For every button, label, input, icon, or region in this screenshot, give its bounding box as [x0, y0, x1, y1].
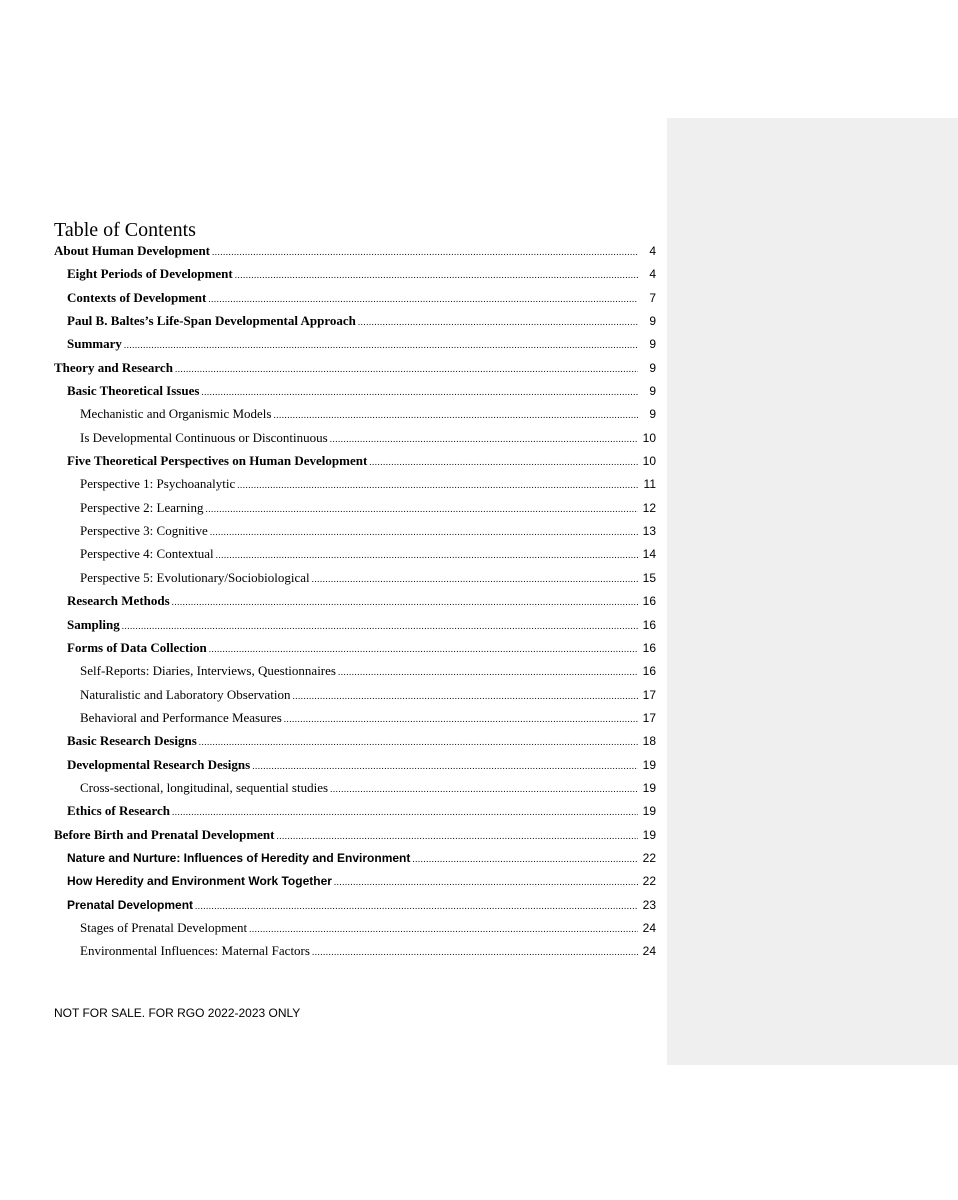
- toc-page-number: 14: [642, 547, 656, 562]
- toc-entry-label: How Heredity and Environment Work Together: [67, 874, 332, 889]
- toc-page-number: 16: [642, 640, 656, 655]
- toc-entry-label: About Human Development: [54, 243, 211, 258]
- toc-entry[interactable]: [54, 617, 656, 640]
- toc-entry[interactable]: [54, 290, 656, 313]
- toc-entry-label: Behavioral and Performance Measures: [80, 709, 282, 725]
- toc-page-number: 9: [649, 314, 656, 329]
- toc-entry-label: Perspective 3: Cognitive: [80, 523, 208, 539]
- toc-page-number: 4: [649, 244, 656, 258]
- toc-page-number: 19: [642, 757, 656, 772]
- toc-entry[interactable]: [54, 827, 656, 850]
- toc-page-number: 19: [642, 804, 656, 819]
- toc-page-number: 17: [642, 710, 656, 725]
- toc-dot-leader: [210, 523, 638, 539]
- toc-page-number: 7: [649, 290, 656, 305]
- toc-entry-label: Five Theoretical Perspectives on Human Development: [67, 453, 368, 469]
- toc-entry[interactable]: [54, 710, 656, 733]
- toc-title: Table of Contents: [54, 219, 196, 241]
- toc-page-number: 18: [642, 734, 656, 749]
- toc-page-number: 4: [649, 267, 656, 282]
- toc-entry[interactable]: [54, 523, 656, 546]
- toc-entry-label: Developmental Research Designs: [67, 756, 251, 772]
- toc-entry-label: Is Developmental Continuous or Discontinuous: [80, 429, 328, 445]
- toc-page-number: 22: [642, 874, 656, 889]
- toc-entry[interactable]: [54, 803, 656, 826]
- toc-page-number: 13: [642, 524, 656, 539]
- toc-entry-label: Cross-sectional, longitudinal, sequential studies: [80, 779, 329, 795]
- toc-page-number: 23: [642, 897, 656, 912]
- toc-page-number: 9: [649, 384, 656, 399]
- toc-page-number: 16: [642, 594, 656, 609]
- toc-page-number: 12: [642, 500, 656, 515]
- toc-entry[interactable]: [54, 500, 656, 523]
- toc-entry-label: Naturalistic and Laboratory Observation: [80, 686, 291, 702]
- toc-entry[interactable]: [54, 850, 656, 873]
- toc-dot-leader: [284, 710, 638, 726]
- toc-dot-leader: [330, 780, 638, 796]
- toc-dot-leader: [334, 873, 638, 889]
- toc-page-number: 19: [642, 780, 656, 795]
- toc-page-number: 24: [642, 944, 656, 959]
- toc-page-number: 10: [642, 454, 656, 469]
- toc-dot-leader: [175, 360, 638, 376]
- toc-dot-leader: [237, 476, 638, 492]
- toc-entry[interactable]: [54, 266, 656, 289]
- toc-entry[interactable]: [54, 593, 656, 616]
- toc-page-number: 9: [649, 360, 656, 375]
- toc-dot-leader: [195, 897, 638, 913]
- toc-entry-label: Research Methods: [67, 593, 170, 609]
- toc-dot-leader: [312, 943, 638, 959]
- toc-entry[interactable]: [54, 336, 656, 359]
- toc-list: [54, 243, 656, 967]
- toc-dot-leader: [292, 687, 638, 703]
- toc-entry[interactable]: [54, 476, 656, 499]
- toc-page-number: 22: [642, 850, 656, 865]
- toc-entry-label: Forms of Data Collection: [67, 639, 207, 655]
- toc-entry-label: Perspective 2: Learning: [80, 499, 204, 515]
- toc-dot-leader: [277, 827, 639, 843]
- toc-dot-leader: [312, 570, 638, 586]
- toc-entry[interactable]: [54, 757, 656, 780]
- toc-page-number: 17: [642, 687, 656, 702]
- toc-entry-label: Paul B. Baltes’s Life-Span Developmental Approach: [67, 313, 356, 329]
- toc-page-number: 9: [649, 407, 656, 422]
- toc-page-number: 9: [649, 337, 656, 352]
- toc-dot-leader: [208, 290, 638, 306]
- table-of-contents: [54, 219, 656, 967]
- toc-entry[interactable]: [54, 873, 656, 896]
- toc-dot-leader: [201, 383, 638, 399]
- toc-page-number: 24: [642, 920, 656, 935]
- toc-entry-label: Mechanistic and Organismic Models: [80, 406, 272, 422]
- toc-dot-leader: [235, 266, 638, 282]
- toc-dot-leader: [338, 663, 638, 679]
- toc-entry[interactable]: [54, 570, 656, 593]
- toc-entry[interactable]: [54, 430, 656, 453]
- toc-dot-leader: [205, 500, 638, 516]
- toc-entry-label: Before Birth and Prenatal Development: [54, 826, 275, 842]
- toc-entry-label: Environmental Influences: Maternal Factors: [80, 943, 310, 959]
- toc-page-number: 19: [642, 827, 656, 842]
- toc-entry[interactable]: [54, 733, 656, 756]
- footer-notice: NOT FOR SALE. FOR RGO 2022-2023 ONLY: [54, 1006, 301, 1020]
- toc-entry-label: Summary: [67, 336, 122, 352]
- toc-entry-label: Prenatal Development: [67, 897, 194, 912]
- toc-dot-leader: [252, 757, 638, 773]
- toc-entry[interactable]: [54, 780, 656, 803]
- toc-dot-leader: [209, 640, 638, 656]
- toc-dot-leader: [124, 336, 638, 352]
- toc-entry[interactable]: [54, 453, 656, 476]
- toc-dot-leader: [122, 617, 638, 633]
- toc-dot-leader: [172, 803, 638, 819]
- toc-entry[interactable]: [54, 243, 656, 266]
- toc-entry-label: Contexts of Development: [67, 289, 207, 305]
- toc-entry-label: Self-Reports: Diaries, Interviews, Questionnaires: [80, 663, 336, 679]
- toc-entry-label: Basic Research Designs: [67, 733, 197, 749]
- toc-entry[interactable]: [54, 897, 656, 920]
- toc-page-number: 11: [643, 477, 656, 492]
- toc-entry-label: Stages of Prenatal Development: [80, 919, 248, 935]
- toc-entry[interactable]: [54, 313, 656, 336]
- toc-entry[interactable]: [54, 920, 656, 943]
- toc-dot-leader: [212, 243, 638, 259]
- toc-dot-leader: [199, 733, 638, 749]
- toc-entry[interactable]: [54, 546, 656, 569]
- toc-dot-leader: [330, 430, 638, 446]
- toc-dot-leader: [249, 920, 638, 936]
- toc-entry-label: Theory and Research: [54, 359, 173, 375]
- toc-dot-leader: [172, 593, 638, 609]
- toc-entry-label: Perspective 4: Contextual: [80, 546, 214, 562]
- toc-page-number: 15: [642, 570, 656, 585]
- toc-entry[interactable]: [54, 943, 656, 966]
- toc-dot-leader: [358, 313, 638, 329]
- toc-page-number: 10: [642, 430, 656, 445]
- toc-entry[interactable]: [54, 663, 656, 686]
- toc-entry-label: Ethics of Research: [67, 803, 171, 819]
- toc-entry-label: Nature and Nurture: Influences of Heredity and Environment: [67, 850, 411, 865]
- toc-entry[interactable]: [54, 687, 656, 710]
- toc-dot-leader: [369, 453, 638, 469]
- toc-entry[interactable]: [54, 406, 656, 429]
- toc-entry-label: Perspective 1: Psychoanalytic: [80, 476, 236, 492]
- comment-margin-pane: [667, 118, 958, 1065]
- toc-page-number: 16: [642, 664, 656, 679]
- toc-entry[interactable]: [54, 383, 656, 406]
- toc-entry[interactable]: [54, 360, 656, 383]
- toc-dot-leader: [412, 850, 638, 866]
- toc-entry-label: Sampling: [67, 616, 120, 632]
- toc-entry-label: Perspective 5: Evolutionary/Sociobiological: [80, 569, 310, 585]
- toc-entry[interactable]: [54, 640, 656, 663]
- toc-dot-leader: [216, 546, 638, 562]
- toc-dot-leader: [273, 406, 638, 422]
- toc-page-number: 16: [642, 617, 656, 632]
- toc-entry-label: Basic Theoretical Issues: [67, 383, 200, 399]
- toc-entry-label: Eight Periods of Development: [67, 266, 233, 282]
